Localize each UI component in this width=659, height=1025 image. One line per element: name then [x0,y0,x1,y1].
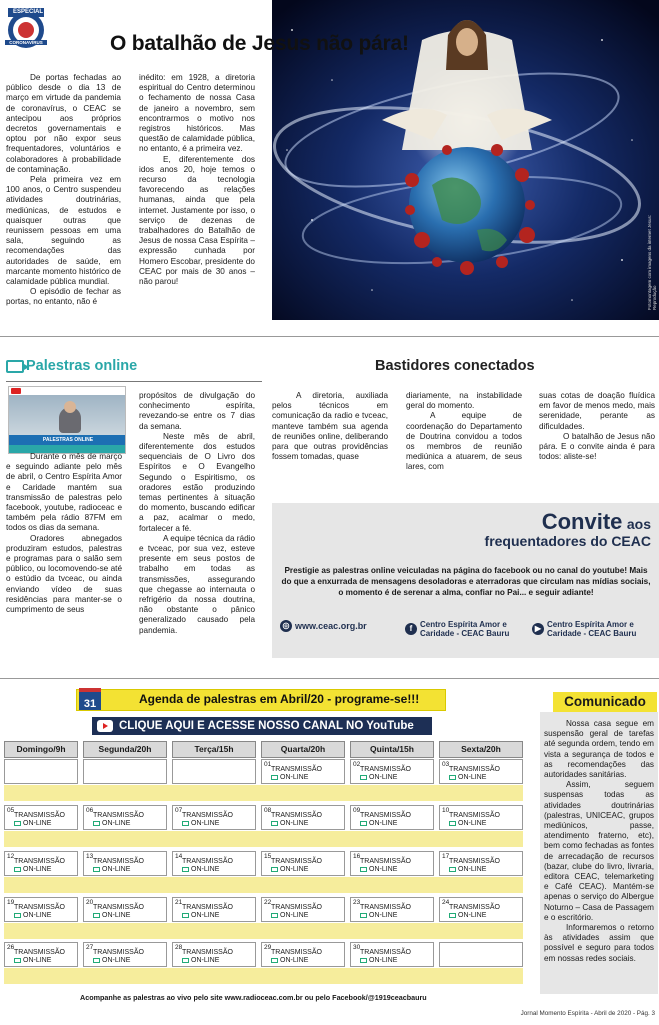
calendar-day-number: 21 [175,899,183,906]
calendar-day-number: 14 [175,853,183,860]
calendar-cell[interactable] [4,897,78,922]
calendar-cell[interactable] [439,851,523,876]
calendar-week-strip [4,831,523,847]
camera-icon [271,821,278,826]
calendar-cell[interactable] [350,805,434,830]
agenda-footer: Acompanhe as palestras ao vivo pelo site www.radioceac.com.br ou pelo Facebook/@1919ceacbauru [80,993,427,1002]
calendar-day-number: 05 [7,807,15,814]
online-broadcast-event[interactable] [14,904,65,920]
calendar-icon: 31 [79,688,101,710]
calendar-cell [4,759,78,784]
online-broadcast-event[interactable] [271,858,322,874]
agenda-title: Agenda de palestras em Abril/20 - programe-se!!! [139,692,420,706]
camera-icon [271,958,278,963]
event-line2: ON-LINE [191,957,220,964]
logo-text: CORONAVÍRUS [5,40,47,45]
event-line2: ON-LINE [458,820,487,827]
video-camera-icon [6,360,24,373]
camera-icon [182,913,189,918]
camera-icon [14,821,21,826]
article-main-col1 [6,73,121,308]
paragraph: A equipe técnica da rádio e tvceac, por sua vez, esteve presente em seus postos de trabalho em todas as transmissões, assegurando que chegasse ao internauta o refrigério da nossa doutrina, não obstante o pânico generalizado causado pela pandemia. [139,533,255,635]
calendar-day-header: Sexta/20h [439,741,523,758]
event-line1: TRANSMISSÃO [360,858,411,865]
event-line1: TRANSMISSÃO [271,812,322,819]
thumb-caption: PALESTRAS ONLINE [9,435,126,445]
calendar-day-number: 17 [442,853,450,860]
calendar-cell [172,759,256,784]
calendar-day-number: 01 [264,761,272,768]
calendar-cell[interactable] [172,805,256,830]
calendar-day-number: 27 [86,944,94,951]
online-broadcast-event[interactable] [449,858,500,874]
event-line1: TRANSMISSÃO [360,766,411,773]
paragraph: O batalhão de Jesus não pára. E o convite ainda é para todos: aliste-se! [539,431,655,462]
online-broadcast-event[interactable] [360,858,411,874]
youtube-play-icon [97,720,113,732]
online-broadcast-event[interactable] [182,949,233,965]
bastidores-col3 [539,391,655,462]
paragraph: diariamente, na instabilidade geral do momento. [406,391,522,411]
calendar-week-strip [4,785,523,801]
paragraph: Nossa casa segue em suspensão geral de tarefas até segunda ordem, tendo em vista a segurança de todos e as recomendações das autoridades sanitárias. [544,719,654,780]
headline-part1: O batalhão de [110,32,247,55]
event-line1: TRANSMISSÃO [93,812,144,819]
paragraph: Neste mês de abril, diferentemente dos estudos sequenciais de O Livro dos Espíritos e O Evangelho Segundo o Espiritismo, os oradores estão produzindo temas pertinentes à situação do momento, buscando edificar a paz, acalmar o medo, fortalecer a fé. [139,431,255,533]
calendar-cell[interactable] [350,759,434,784]
event-line1: TRANSMISSÃO [14,858,65,865]
calendar-day-number: 02 [353,761,361,768]
calendar-day-header: Quinta/15h [350,741,434,758]
calendar-day-number: 09 [353,807,361,814]
online-broadcast-event[interactable] [93,949,144,965]
video-thumbnail[interactable] [8,386,126,454]
calendar-day-number: 15 [264,853,272,860]
calendar-day-number: 13 [86,853,94,860]
paragraph: Durante o mês de março e seguindo adiante pelo mês de abril, o Centro Espírita Amor e Caridade mantém sua transmissão de palestras pelo facebook, youtube, radioceac e também pela rádio 87FM em todos os dias da semana. [6,452,122,533]
bastidores-title: Bastidores conectados [375,358,535,374]
camera-icon [360,775,367,780]
comunicado-text [544,719,654,964]
calendar-day-number: 28 [175,944,183,951]
convite-subtitle: frequentadores do CEAC [484,533,651,549]
camera-icon [360,913,367,918]
online-broadcast-event[interactable] [449,812,500,828]
bastidores-col2 [406,391,522,473]
paragraph: Pela primeira vez em 100 anos, o Centro suspendeu atividades doutrinárias, mediúnicas, de estudos e quaisquer outras que reunissem pessoas em uma sala, seguindo as recomendações das autoridades de saúde, em marcante momento histórico de calamidade pública mundial. [6,175,121,287]
convite-box [272,503,659,658]
event-line2: ON-LINE [369,912,398,919]
event-line1: TRANSMISSÃO [271,949,322,956]
convite-title-big: Convite [541,509,623,534]
calendar-week-strip [4,923,523,939]
calendar-day-number: 08 [264,807,272,814]
calendar-day-number: 26 [7,944,15,951]
event-line1: TRANSMISSÃO [14,904,65,911]
online-broadcast-event[interactable] [449,904,500,920]
camera-icon [360,821,367,826]
event-line1: TRANSMISSÃO [93,904,144,911]
paragraph: O episódio de fechar as portas, no entanto, não é [6,287,121,307]
event-line2: ON-LINE [23,957,52,964]
calendar-day-number: 29 [264,944,272,951]
camera-icon [14,958,21,963]
calendar-day-header: Quarta/20h [261,741,345,758]
calendar-cell[interactable] [83,851,167,876]
event-line2: ON-LINE [23,912,52,919]
calendar-day-number: 07 [175,807,183,814]
event-line2: ON-LINE [369,866,398,873]
calendar-week-strip [4,877,523,893]
paragraph: inédito: em 1928, a diretoria espiritual do Centro determinou o fechamento de nossa Casa de janeiro a novembro, sem encontrarmos o motivo nos registros históricos. Mas questão de calamidade pública, no entanto, é a primeira vez. [139,73,255,154]
headline-part2: Jesus não pára! [251,32,409,55]
event-line1: TRANSMISSÃO [182,904,233,911]
calendar-cell [439,942,523,967]
article-main-col2 [139,73,255,287]
camera-icon [93,821,100,826]
online-broadcast-event[interactable] [271,904,322,920]
convite-title-small: aos [626,516,651,532]
event-line1: TRANSMISSÃO [271,858,322,865]
calendar-day-number: 10 [442,807,450,814]
paragraph: propósitos de divulgação do conhecimento espírita, revezando-se entre os 7 dias da semana. [139,391,255,431]
event-line2: ON-LINE [23,866,52,873]
logo-badge: ESPECIAL [13,9,44,15]
camera-icon [93,867,100,872]
calendar-cell[interactable] [261,897,345,922]
event-line1: TRANSMISSÃO [93,858,144,865]
online-broadcast-event[interactable] [271,766,322,782]
event-line1: TRANSMISSÃO [182,858,233,865]
event-line1: TRANSMISSÃO [271,766,322,773]
event-line2: ON-LINE [280,820,309,827]
calendar-day-header: Terça/15h [172,741,256,758]
calendar-day-number: 20 [86,899,94,906]
event-line1: TRANSMISSÃO [360,949,411,956]
camera-icon [449,775,456,780]
camera-icon [14,913,21,918]
paragraph: suas cotas de doação fluídica em favor de menos medo, mais serenidade, perante as dificuldades. [539,391,655,431]
site-link[interactable]: ◎ www.ceac.org.br [280,620,400,632]
camera-icon [182,867,189,872]
calendar-cell[interactable] [439,897,523,922]
calendar-cell [83,759,167,784]
calendar-day-header: Segunda/20h [83,741,167,758]
camera-icon [271,867,278,872]
event-line2: ON-LINE [458,912,487,919]
section-divider [0,678,659,679]
paragraph: Assim, seguem suspensas todas as atividades doutrinárias (palestras, UNICEAC, grupos mediúnicos, passe, atendimento fraterno, etc), bem como fechadas as fontes de arrecadação de recursos (bazar, clube do livro, livraria, editora CEAC, telemarketing e Café CEAC). Mantém-se apenas o serviço do Albergue Noturno – Casa de Passagem e o escritório. [544,780,654,922]
facebook-link[interactable]: f Centro Espírita Amor e Caridade - CEAC Bauru [405,620,523,638]
event-line2: ON-LINE [280,866,309,873]
calendar-day-number: 06 [86,807,94,814]
online-broadcast-event[interactable] [14,858,65,874]
online-broadcast-event[interactable] [449,766,500,782]
calendar-day-number: 16 [353,853,361,860]
camera-icon [449,867,456,872]
online-broadcast-event[interactable] [360,904,411,920]
camera-icon [14,867,21,872]
online-broadcast-event[interactable] [14,949,65,965]
online-broadcast-event[interactable] [182,858,233,874]
online-broadcast-event[interactable] [182,812,233,828]
globe-icon: ◎ [280,620,292,632]
camera-icon [182,958,189,963]
event-line2: ON-LINE [280,774,309,781]
youtube-logo-icon [11,388,21,394]
calendar-cell[interactable] [350,897,434,922]
calendar-cell[interactable] [83,805,167,830]
online-broadcast-event[interactable] [93,858,144,874]
online-broadcast-event[interactable] [182,904,233,920]
event-line2: ON-LINE [369,957,398,964]
event-line1: TRANSMISSÃO [449,812,500,819]
online-broadcast-event[interactable] [93,812,144,828]
calendar-day-number: 22 [264,899,272,906]
camera-icon [360,958,367,963]
event-line2: ON-LINE [191,820,220,827]
calendar-day-header: Domingo/9h [4,741,78,758]
photo-credit: Fotomontagem com imagens da internet Jesus: Reprodução [647,214,657,310]
convite-text: Prestigie as palestras online veiculadas na página do facebook ou no canal do youtube! Mais do que a enxurrada de mensagens desoladoras e aterradoras que circulam nas mídias sociais, o momento é de serenar a alma, confiar no Pai... e seguir adiante! [281,566,651,597]
calendar-cell[interactable] [83,942,167,967]
calendar-cell[interactable] [172,897,256,922]
paragraph: A diretoria, auxiliada pelos técnicos em comunicação da radio e tvceac, manteve também sua agenda de reuniões online, deliberando para que outras providências fossem tomadas, quase [272,391,388,462]
camera-icon [93,958,100,963]
camera-icon [182,821,189,826]
section-divider [0,336,659,337]
facebook-icon: f [405,623,417,635]
event-line1: TRANSMISSÃO [182,949,233,956]
event-line1: TRANSMISSÃO [182,812,233,819]
page-footer: Jornal Momento Espírita - Abril de 2020 - Pág. 3 [520,1010,655,1017]
calendar-week-strip [4,968,523,984]
camera-icon [360,867,367,872]
calendar-cell[interactable] [350,942,434,967]
youtube-channel-button[interactable] [92,717,432,735]
coronavirus-special-logo [4,4,48,50]
event-line2: ON-LINE [191,912,220,919]
event-line2: ON-LINE [280,912,309,919]
speaker-head [64,401,76,413]
calendar-cell[interactable] [261,851,345,876]
camera-icon [271,913,278,918]
event-line2: ON-LINE [369,820,398,827]
youtube-icon: ▶ [532,623,544,635]
calendar-day-number: 19 [7,899,15,906]
paragraph: Informaremos o retorno às atividades assim que possível e seguro para todos em nossas redes sociais. [544,923,654,963]
calendar-day-number: 12 [7,853,15,860]
event-line2: ON-LINE [102,957,131,964]
palestras-col1 [6,452,122,615]
paragraph: Oradores abnegados produziram estudos, palestras e programas para o salão sem público, ou locomovendo-se até o estúdio da tvceac, ou ainda enviando vídeo de suas residências para manter-se o cumprimento de seus [6,533,122,615]
calendar-day-number: 03 [442,761,450,768]
palestras-col2 [139,391,255,636]
camera-icon [93,913,100,918]
online-broadcast-event[interactable] [93,904,144,920]
calendar-cell[interactable] [439,759,523,784]
event-line1: TRANSMISSÃO [14,949,65,956]
page-headline [110,32,409,56]
calendar-day-number: 23 [353,899,361,906]
event-line2: ON-LINE [102,912,131,919]
event-line2: ON-LINE [191,866,220,873]
calendar-cell[interactable] [172,942,256,967]
event-line1: TRANSMISSÃO [360,904,411,911]
thumb-topbar [9,387,126,395]
calendar-cell[interactable] [261,759,345,784]
event-line1: TRANSMISSÃO [449,858,500,865]
event-line1: TRANSMISSÃO [449,904,500,911]
event-line1: TRANSMISSÃO [271,904,322,911]
calendar-cell[interactable] [350,851,434,876]
palestras-title: Palestras online [26,358,138,374]
event-line2: ON-LINE [102,820,131,827]
event-line1: TRANSMISSÃO [93,949,144,956]
event-line2: ON-LINE [102,866,131,873]
paragraph: De portas fechadas ao público desde o dia 13 de março em virtude da pandemia de coronavírus, o CEAC se antecipou aos próprios decretos governamentais e optou por não expor seus frequentadores, voluntários e colaboradores à probabilidade de contaminação. [6,73,121,174]
event-line1: TRANSMISSÃO [360,812,411,819]
event-line2: ON-LINE [280,957,309,964]
youtube-cta-label: CLIQUE AQUI E ACESSE NOSSO CANAL NO YouTube [119,720,414,732]
comunicado-title: Comunicado [553,692,657,712]
event-line2: ON-LINE [458,774,487,781]
paragraph: A equipe de coordenação do Departamento de Doutrina convidou a todos os membros de reunião mediúnica a atuarem, de seus lares, com [406,411,522,472]
online-broadcast-event[interactable] [271,949,322,965]
calendar-cell[interactable] [4,805,78,830]
event-line2: ON-LINE [458,866,487,873]
calendar-day-number: 30 [353,944,361,951]
calendar-cell[interactable] [261,942,345,967]
convite-title [542,509,651,535]
online-broadcast-event[interactable] [360,766,411,782]
camera-icon [449,821,456,826]
online-broadcast-event[interactable] [271,812,322,828]
calendar-cell[interactable] [4,942,78,967]
calendar-cell[interactable] [439,805,523,830]
calendar-cell[interactable] [172,851,256,876]
bastidores-col1 [272,391,388,462]
online-broadcast-event[interactable] [360,812,411,828]
calendar-cell[interactable] [4,851,78,876]
event-line1: TRANSMISSÃO [449,766,500,773]
event-line2: ON-LINE [23,820,52,827]
calendar-cell[interactable] [261,805,345,830]
palestras-underline [6,381,262,382]
calendar-cell[interactable] [83,897,167,922]
event-line2: ON-LINE [369,774,398,781]
calendar-day-number: 24 [442,899,450,906]
online-broadcast-event[interactable] [14,812,65,828]
camera-icon [271,775,278,780]
online-broadcast-event[interactable] [360,949,411,965]
paragraph: E, diferentemente dos idos anos 20, hoje temos o recurso da tecnologia favorecendo as relações humanas, ainda que pela internet. Justamente por isso, o serviço de dezenas de trabalhadores do Batalhão de Jesus de nossa Casa Espírita – expressão cunhada por Homero Escobar, presidente do CEAC por mais de 30 anos – não parou! [139,154,255,287]
event-line1: TRANSMISSÃO [14,812,65,819]
camera-icon [449,913,456,918]
youtube-link[interactable]: ▶ Centro Espírita Amor e Caridade - CEAC Bauru [532,620,654,638]
